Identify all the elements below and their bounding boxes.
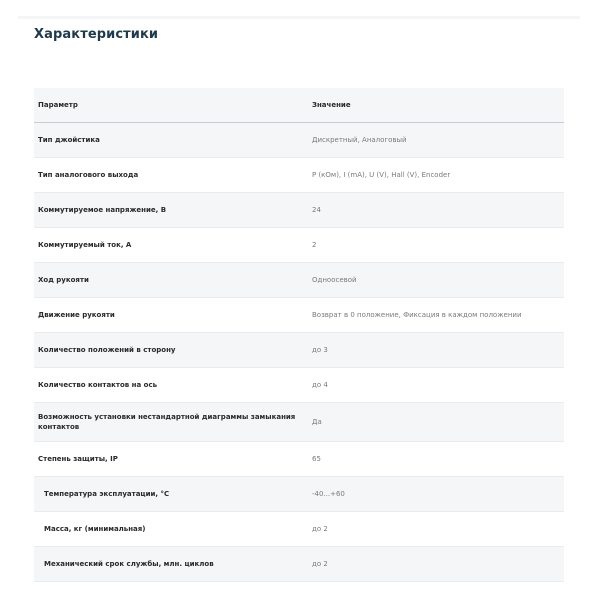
row-value: до 3	[308, 333, 564, 368]
table-row	[34, 158, 564, 193]
row-value: до 2	[308, 547, 564, 582]
row-parameter: Количество положений в сторону	[34, 333, 308, 368]
row-parameter: Возможность установки нестандартной диаграммы замыкания контактов	[34, 403, 308, 442]
row-value: P (кОм), I (mA), U (V), Hall (V), Encoder	[308, 158, 564, 193]
table-header-row	[34, 88, 564, 123]
table-row	[34, 228, 564, 263]
table-row	[34, 123, 564, 158]
row-parameter: Тип джойстика	[34, 123, 308, 158]
row-parameter: Температура эксплуатации, °С	[34, 477, 308, 512]
row-value: Одноосевой	[308, 263, 564, 298]
row-value: Возврат в 0 положение, Фиксация в каждом положении	[308, 298, 564, 333]
row-parameter: Коммутируемое напряжение, В	[34, 193, 308, 228]
table-row	[34, 547, 564, 582]
table-row	[34, 333, 564, 368]
row-value: 2	[308, 228, 564, 263]
row-value: -40...+60	[308, 477, 564, 512]
table-row	[34, 263, 564, 298]
table-row	[34, 442, 564, 477]
header-value: Значение	[308, 88, 564, 123]
row-value: 65	[308, 442, 564, 477]
row-parameter: Степень защиты, IP	[34, 442, 308, 477]
row-value: Да	[308, 403, 564, 442]
row-parameter: Тип аналогового выхода	[34, 158, 308, 193]
row-parameter: Коммутируемый ток, А	[34, 228, 308, 263]
section-title: Характеристики	[34, 27, 159, 42]
row-value: до 2	[308, 512, 564, 547]
row-value: Дискретный, Аналоговый	[308, 123, 564, 158]
row-parameter: Масса, кг (минимальная)	[34, 512, 308, 547]
row-parameter: Количество контактов на ось	[34, 368, 308, 403]
table-row	[34, 298, 564, 333]
row-value: до 4	[308, 368, 564, 403]
row-parameter: Движение рукояти	[34, 298, 308, 333]
characteristics-section	[18, 16, 580, 585]
row-value: 24	[308, 193, 564, 228]
row-parameter: Ход рукояти	[34, 263, 308, 298]
row-parameter: Механический срок службы, млн. циклов	[34, 547, 308, 582]
table-row	[34, 512, 564, 547]
header-parameter: Параметр	[34, 88, 308, 123]
table-row	[34, 193, 564, 228]
table-row	[34, 403, 564, 442]
table-row	[34, 368, 564, 403]
table-row	[34, 477, 564, 512]
specifications-table	[34, 88, 564, 582]
